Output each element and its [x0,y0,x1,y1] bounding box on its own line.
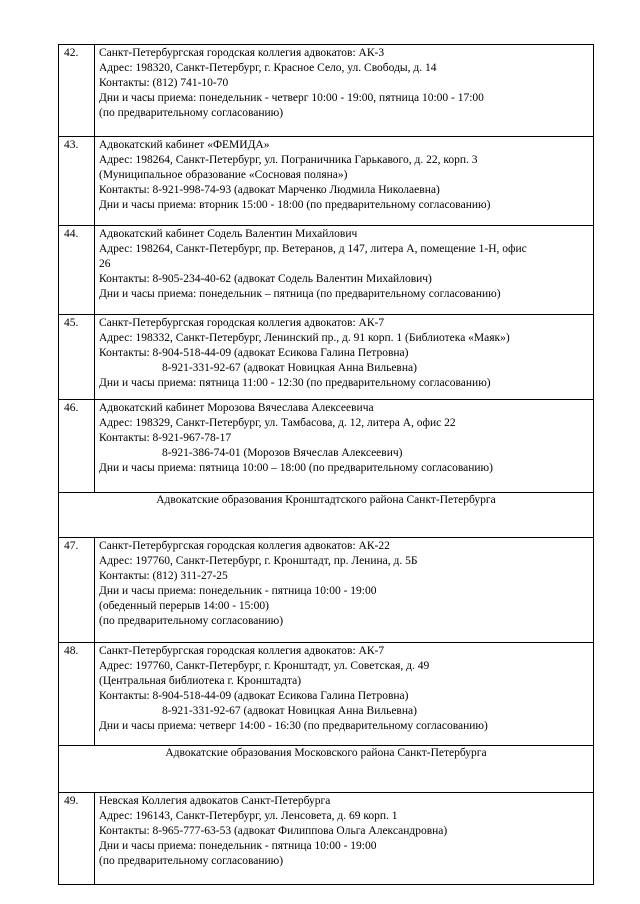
entry-number: 43. [59,137,95,226]
table-row [59,137,594,226]
entry-line: Контакты: 8-921-998-74-93 (адвокат Марченко Людмила Николаевна) [99,184,440,196]
entry-line: Контакты: (812) 741-10-70 [99,77,229,89]
entry-line: Контакты: 8-904-518-44-09 (адвокат Есикова Галина Петровна) [99,690,409,702]
entry-line: Дни и часы приема: понедельник – пятница (по предварительному согласованию) [99,288,501,300]
table-row [59,538,594,643]
entry-line: Адвокатский кабинет «ФЕМИДА» [99,139,270,151]
entry-line: (Центральная библиотека г. Кронштадта) [99,675,302,687]
entry-line: Дни и часы приема: понедельник - пятница 10:00 - 19:00 [99,585,377,597]
entry-line: Невская Коллегия адвокатов Санкт-Петербурга [99,795,331,807]
entry-line: Дни и часы приема: вторник 15:00 - 18:00 (по предварительному согласованию) [99,199,491,211]
entry-line: Адрес: 198329, Санкт-Петербург, ул. Тамбасова, д. 12, литера А, офис 22 [99,417,456,429]
entry-line: Адрес: 197760, Санкт-Петербург, г. Кронштадт, ул. Советская, д. 49 [99,660,430,672]
entry-line: Контакты: 8-921-967-78-17 [99,432,232,444]
entry-line: 8-921-331-92-67 (адвокат Новицкая Анна Вильевна) [162,362,417,374]
section-row [59,493,594,538]
entry-line: Дни и часы приема: пятница 10:00 – 18:00 (по предварительному согласованию) [99,462,493,474]
lawyer-offices-table [58,44,594,885]
entry-line: Адрес: 197760, Санкт-Петербург, г. Кронштадт, пр. Ленина, д. 5Б [99,555,418,567]
table-row [59,400,594,493]
entry-line: Санкт-Петербургская городская коллегия адвокатов: АК-7 [99,317,385,329]
entry-line: Адрес: 198264, Санкт-Петербург, пр. Ветеранов, д 147, литера А, помещение 1-Н, офис [99,243,527,255]
entry-line: Дни и часы приема: понедельник - пятница 10:00 - 19:00 [99,840,377,852]
entry-line: (обеденный перерыв 14:00 - 15:00) [99,600,269,612]
entry-line: Адрес: 198264, Санкт-Петербург, ул. Пограничника Гарькавого, д. 22, корп. 3 [99,154,478,166]
entry-line: Адвокатский кабинет Содель Валентин Михайлович [99,228,358,240]
entry-line: 8-921-386-74-01 (Морозов Вячеслав Алексеевич) [162,447,403,459]
table-row [59,793,594,885]
entry-line: Санкт-Петербургская городская коллегия адвокатов: АК-3 [99,47,385,59]
entry-content [95,538,594,643]
entry-content [95,137,594,226]
entry-line: (по предварительному согласованию) [99,107,284,119]
entry-line: Контакты: 8-904-518-44-09 (адвокат Есикова Галина Петровна) [99,347,409,359]
entry-content [95,45,594,137]
entry-line: Адвокатский кабинет Морозова Вячеслава Алексеевича [99,402,374,414]
entry-content [95,400,594,493]
entry-number: 47. [59,538,95,643]
table-row [59,226,594,315]
table-row [59,45,594,137]
entry-number: 48. [59,643,95,746]
section-row [59,746,594,793]
entry-line: Адрес: 198320, Санкт-Петербург, г. Красное Село, ул. Свободы, д. 14 [99,62,437,74]
entry-line: Дни и часы приема: пятница 11:00 - 12:30 (по предварительному согласованию) [99,377,491,389]
entry-content [95,315,594,400]
entry-content [95,793,594,885]
entry-number: 46. [59,400,95,493]
section-heading: Адвокатские образования Московского района Санкт-Петербурга [59,746,594,793]
entry-line: (по предварительному согласованию) [99,615,284,627]
entry-line: Дни и часы приема: понедельник - четверг 10:00 - 19:00, пятница 10:00 - 17:00 [99,92,484,104]
entry-line: Адрес: 198332, Санкт-Петербург, Ленинский пр., д. 91 корп. 1 (Библиотека «Маяк») [99,332,510,344]
entry-content [95,643,594,746]
table-row [59,315,594,400]
entry-number: 45. [59,315,95,400]
entry-line: 26 [99,258,111,270]
entry-line: Санкт-Петербургская городская коллегия адвокатов: АК-22 [99,540,390,552]
table-row [59,643,594,746]
document-page [58,44,594,885]
entry-line: (Муниципальное образование «Сосновая поляна») [99,169,348,181]
entry-line: Адрес: 196143, Санкт-Петербург, ул. Ленсовета, д. 69 корп. 1 [99,810,398,822]
entry-number: 44. [59,226,95,315]
entry-number: 49. [59,793,95,885]
entry-line: 8-921-331-92-67 (адвокат Новицкая Анна Вильевна) [162,705,417,717]
entry-line: Контакты: 8-905-234-40-62 (адвокат Содель Валентин Михайлович) [99,273,432,285]
section-heading: Адвокатские образования Кронштадтского района Санкт-Петербурга [59,493,594,538]
entry-line: Санкт-Петербургская городская коллегия адвокатов: АК-7 [99,645,385,657]
entry-line: (по предварительному согласованию) [99,855,284,867]
entry-line: Контакты: (812) 311-27-25 [99,570,228,582]
entry-content [95,226,594,315]
entry-line: Дни и часы приема: четверг 14:00 - 16:30 (по предварительному согласованию) [99,720,488,732]
entry-number: 42. [59,45,95,137]
entry-line: Контакты: 8-965-777-63-53 (адвокат Филиппова Ольга Александровна) [99,825,448,837]
